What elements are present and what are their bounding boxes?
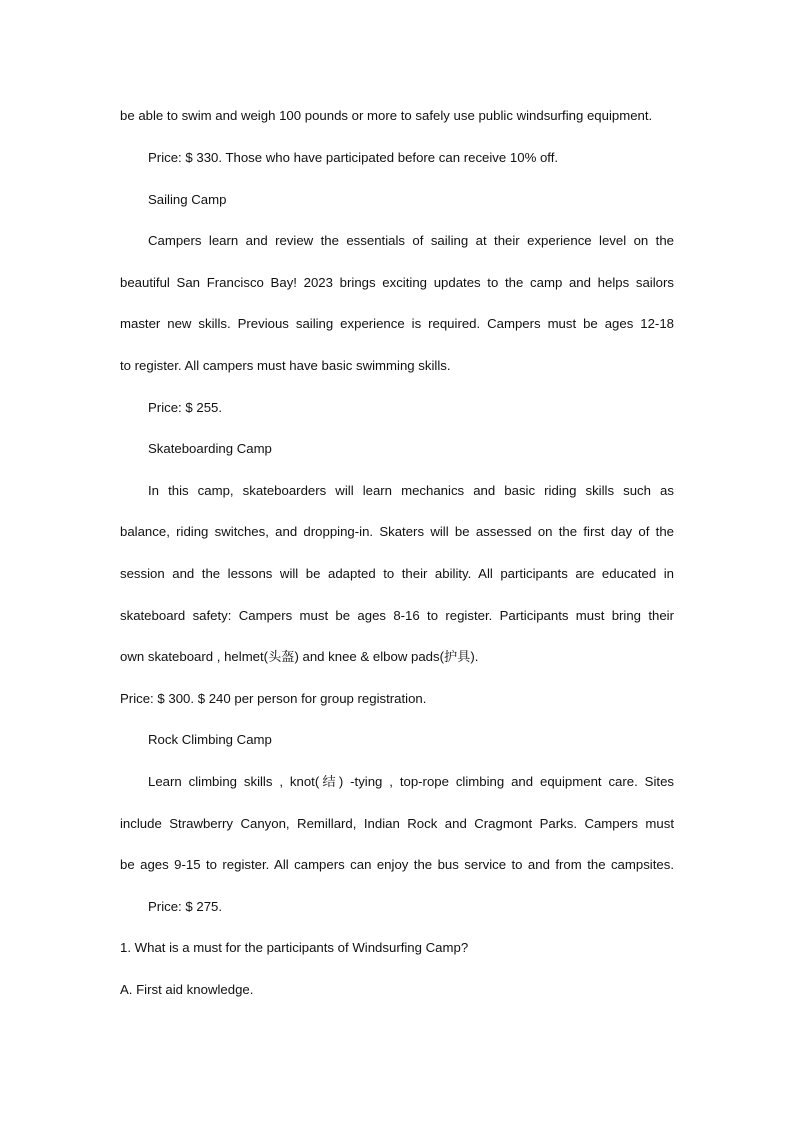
skateboarding-paragraph-line: session and the lessons will be adapted to their ability. All participants are educated in (120, 566, 674, 581)
sailing-paragraph-line: master new skills. Previous sailing experience is required. Campers must be ages 12-18 (120, 316, 674, 331)
skateboarding-camp-heading: Skateboarding Camp (148, 441, 272, 456)
windsurfing-requirement-text: be able to swim and weigh 100 pounds or more to safely use public windsurfing equipment. (120, 108, 653, 123)
windsurfing-price: Price: $ 330. Those who have participated before can receive 10% off. (148, 150, 559, 165)
sailing-camp-heading: Sailing Camp (148, 192, 227, 207)
skateboarding-paragraph-line: skateboard safety: Campers must be ages 8-16 to register. Participants must bring their (120, 608, 674, 623)
rock-climbing-price: Price: $ 275. (148, 899, 223, 914)
rock-climbing-paragraph-line: include Strawberry Canyon, Remillard, Indian Rock and Cragmont Parks. Campers must (120, 816, 674, 831)
skateboarding-paragraph-line: In this camp, skateboarders will learn mechanics and basic riding skills such as (148, 483, 674, 498)
sailing-paragraph-line: beautiful San Francisco Bay! 2023 brings exciting updates to the camp and helps sailors (120, 275, 674, 290)
sailing-paragraph-line: to register. All campers must have basic swimming skills. (120, 358, 451, 373)
skateboarding-price: Price: $ 300. $ 240 per person for group registration. (120, 691, 427, 706)
sailing-paragraph-line: Campers learn and review the essentials of sailing at their experience level on the (148, 233, 674, 248)
rock-climbing-paragraph-line: Learn climbing skills , knot(结) -tying , top-rope climbing and equipment care. Sites (148, 774, 674, 789)
rock-climbing-paragraph-line: be ages 9-15 to register. All campers can enjoy the bus service to and from the campsites. (120, 857, 674, 872)
skateboarding-paragraph-line: own skateboard , helmet(头盔) and knee & elbow pads(护具). (120, 649, 479, 664)
answer-option-a: A. First aid knowledge. (120, 982, 254, 997)
rock-climbing-camp-heading: Rock Climbing Camp (148, 732, 272, 747)
skateboarding-paragraph-line: balance, riding switches, and dropping-in. Skaters will be assessed on the first day of the (120, 524, 674, 539)
question-1: 1. What is a must for the participants of Windsurfing Camp? (120, 940, 469, 955)
sailing-price: Price: $ 255. (148, 400, 223, 415)
